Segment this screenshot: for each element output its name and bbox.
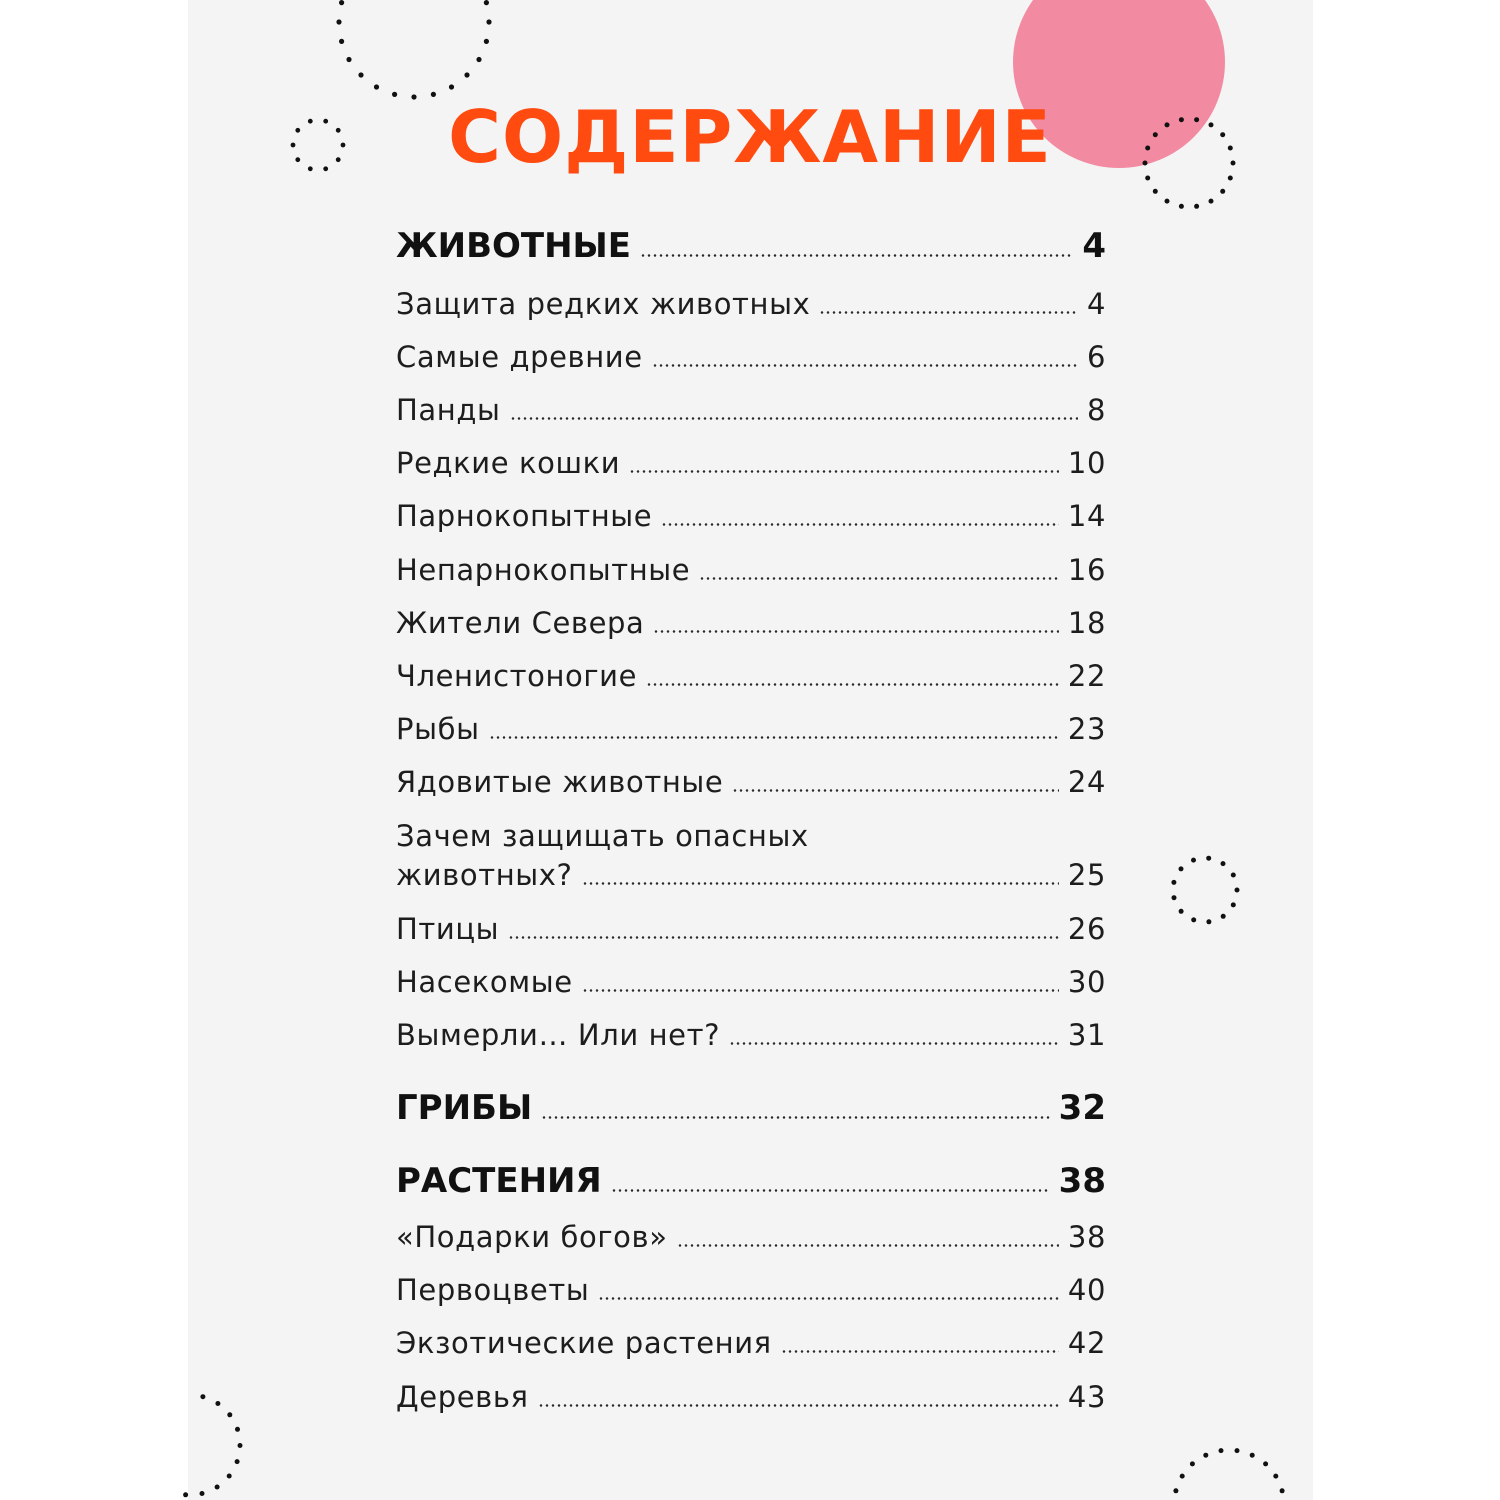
decor-dot <box>215 1485 220 1490</box>
decor-dot <box>1221 861 1226 866</box>
toc-page: 38 <box>1067 1220 1106 1254</box>
dotted-circle-bottom-right <box>1173 1448 1284 1493</box>
toc-section-animals[interactable] <box>396 226 1106 266</box>
toc-page: 24 <box>1067 765 1106 799</box>
decor-dot <box>1173 1488 1178 1493</box>
decor-dot <box>1190 1461 1195 1466</box>
decor-dot <box>1209 199 1214 204</box>
dot-leader <box>652 364 1078 367</box>
decor-dot <box>1194 204 1199 209</box>
decor-dot <box>235 1459 240 1464</box>
toc-page: 38 <box>1058 1161 1106 1201</box>
toc-label: Непарнокопытные <box>396 553 691 587</box>
decor-dot <box>1250 1453 1255 1458</box>
dot-leader <box>781 1350 1059 1353</box>
decor-dot <box>1153 189 1158 194</box>
dot-leader <box>489 736 1059 739</box>
decor-dot <box>1172 895 1177 900</box>
dot-leader <box>661 523 1059 526</box>
toc-label: Рыбы <box>396 712 480 746</box>
decor-dot <box>1179 866 1184 871</box>
dot-leader <box>598 1297 1059 1300</box>
decor-dot <box>200 1491 205 1496</box>
toc-label: Вымерли… Или нет? <box>396 1018 721 1052</box>
toc-label: РАСТЕНИЯ <box>396 1161 602 1201</box>
decor-dot <box>339 0 344 5</box>
dot-leader <box>699 577 1059 580</box>
toc-label: Деревья <box>396 1380 529 1414</box>
toc-page: 42 <box>1067 1326 1106 1360</box>
decor-dot <box>215 1401 220 1406</box>
decor-dot <box>1231 902 1236 907</box>
decor-dot <box>1165 199 1170 204</box>
toc-page: 8 <box>1086 393 1106 427</box>
toc-page: 16 <box>1067 553 1106 587</box>
decor-dot <box>339 39 344 44</box>
toc-label: «Подарки богов» <box>396 1220 668 1254</box>
toc-label: Панды <box>396 393 501 427</box>
decor-dot <box>358 72 363 77</box>
dot-leader <box>677 1244 1059 1247</box>
dot-leader <box>629 470 1059 473</box>
toc-label: Насекомые <box>396 965 573 999</box>
decor-dot <box>346 57 351 62</box>
toc-label: Членистоногие <box>396 659 638 693</box>
toc-page: 4 <box>1082 226 1106 266</box>
toc-label: Самые древние <box>396 340 643 374</box>
dotted-circle-mid-right <box>1171 856 1239 925</box>
toc-page: 23 <box>1067 712 1106 746</box>
toc-item[interactable] <box>396 659 1106 693</box>
toc-page: 43 <box>1067 1380 1106 1414</box>
toc-section-plants[interactable] <box>396 1161 1106 1201</box>
toc-item-line2 <box>396 858 1106 892</box>
dot-leader <box>640 254 1073 257</box>
toc-page: 26 <box>1067 912 1106 946</box>
decor-dot <box>183 1492 188 1497</box>
dot-leader <box>653 630 1058 633</box>
toc-page: 18 <box>1067 606 1106 640</box>
toc-item[interactable] <box>396 1380 1106 1414</box>
toc-item[interactable] <box>396 965 1106 999</box>
decor-dot <box>1280 1488 1285 1493</box>
decor-dot <box>1203 1453 1208 1458</box>
decor-dot <box>1206 856 1211 861</box>
toc-page: 40 <box>1067 1273 1106 1307</box>
toc-page: 31 <box>1067 1018 1106 1052</box>
dot-leader <box>541 1116 1049 1119</box>
toc-item[interactable] <box>396 912 1106 946</box>
toc-item[interactable] <box>396 712 1106 746</box>
toc-item[interactable] <box>396 1326 1106 1360</box>
decor-dot <box>1235 1448 1240 1453</box>
dot-leader <box>611 1189 1050 1192</box>
toc-item[interactable] <box>396 1018 1106 1052</box>
decor-dot <box>235 1427 240 1432</box>
decor-dot <box>1180 1474 1185 1479</box>
toc-page: 14 <box>1067 499 1106 533</box>
decor-dot <box>336 19 341 24</box>
table-of-contents <box>396 0 1106 1500</box>
toc-page: 4 <box>1086 287 1106 321</box>
decor-dot <box>200 1394 205 1399</box>
toc-label: Птицы <box>396 912 500 946</box>
toc-label: Ядовитые животные <box>396 765 724 799</box>
toc-item[interactable] <box>396 553 1106 587</box>
toc-label: ГРИБЫ <box>396 1088 533 1128</box>
toc-page: 32 <box>1058 1088 1106 1128</box>
toc-label-line2: животных? <box>396 858 573 892</box>
dot-leader <box>646 683 1059 686</box>
decor-dot <box>1191 917 1196 922</box>
toc-page: 10 <box>1067 446 1106 480</box>
decor-dot <box>1179 204 1184 209</box>
decor-dot <box>1171 880 1176 885</box>
toc-section-fungi[interactable] <box>396 1088 1106 1128</box>
dot-leader <box>538 1404 1059 1407</box>
decor-dot <box>1235 888 1240 893</box>
decor-dot <box>1231 873 1236 878</box>
toc-label: Редкие кошки <box>396 446 621 480</box>
decor-dot <box>1221 914 1226 919</box>
dot-leader <box>732 789 1059 792</box>
decor-dot <box>1179 909 1184 914</box>
toc-label: ЖИВОТНЫЕ <box>396 226 631 266</box>
toc-label: Защита редких животных <box>396 287 811 321</box>
toc-page: 30 <box>1067 965 1106 999</box>
decor-dot <box>374 84 379 89</box>
decor-dot <box>1206 919 1211 924</box>
page-title: СОДЕРЖАНИЕ <box>448 95 1052 179</box>
decor-dot <box>238 1443 243 1448</box>
toc-item[interactable] <box>396 393 1106 427</box>
decor-dot <box>1273 1474 1278 1479</box>
decor-dot <box>1219 1448 1224 1453</box>
toc-item[interactable] <box>396 1273 1106 1307</box>
toc-label: Парнокопытные <box>396 499 653 533</box>
decor-dot <box>227 1474 232 1479</box>
dot-leader <box>819 311 1078 314</box>
decor-dot <box>1263 1461 1268 1466</box>
toc-item[interactable] <box>396 1220 1106 1254</box>
decor-dot <box>1220 189 1225 194</box>
toc-label: Жители Севера <box>396 606 645 640</box>
dot-leader <box>582 989 1059 992</box>
toc-item[interactable] <box>396 606 1106 640</box>
toc-label-line1: Зачем защищать опасных <box>396 819 809 853</box>
toc-page: 25 <box>1067 858 1106 892</box>
dotted-circle-bottom-left <box>183 1394 242 1497</box>
toc-item[interactable] <box>396 765 1106 799</box>
toc-item[interactable] <box>396 499 1106 533</box>
toc-item[interactable] <box>396 446 1106 480</box>
dot-leader <box>729 1042 1059 1045</box>
toc-page: 6 <box>1086 340 1106 374</box>
toc-item[interactable] <box>396 340 1106 374</box>
decor-dot <box>1191 858 1196 863</box>
dot-leader <box>510 417 1078 420</box>
dot-leader <box>582 882 1059 885</box>
toc-item[interactable] <box>396 287 1106 321</box>
decor-dot <box>227 1412 232 1417</box>
toc-page: 22 <box>1067 659 1106 693</box>
toc-label: Экзотические растения <box>396 1326 772 1360</box>
dot-leader <box>508 936 1059 939</box>
toc-label: Первоцветы <box>396 1273 590 1307</box>
